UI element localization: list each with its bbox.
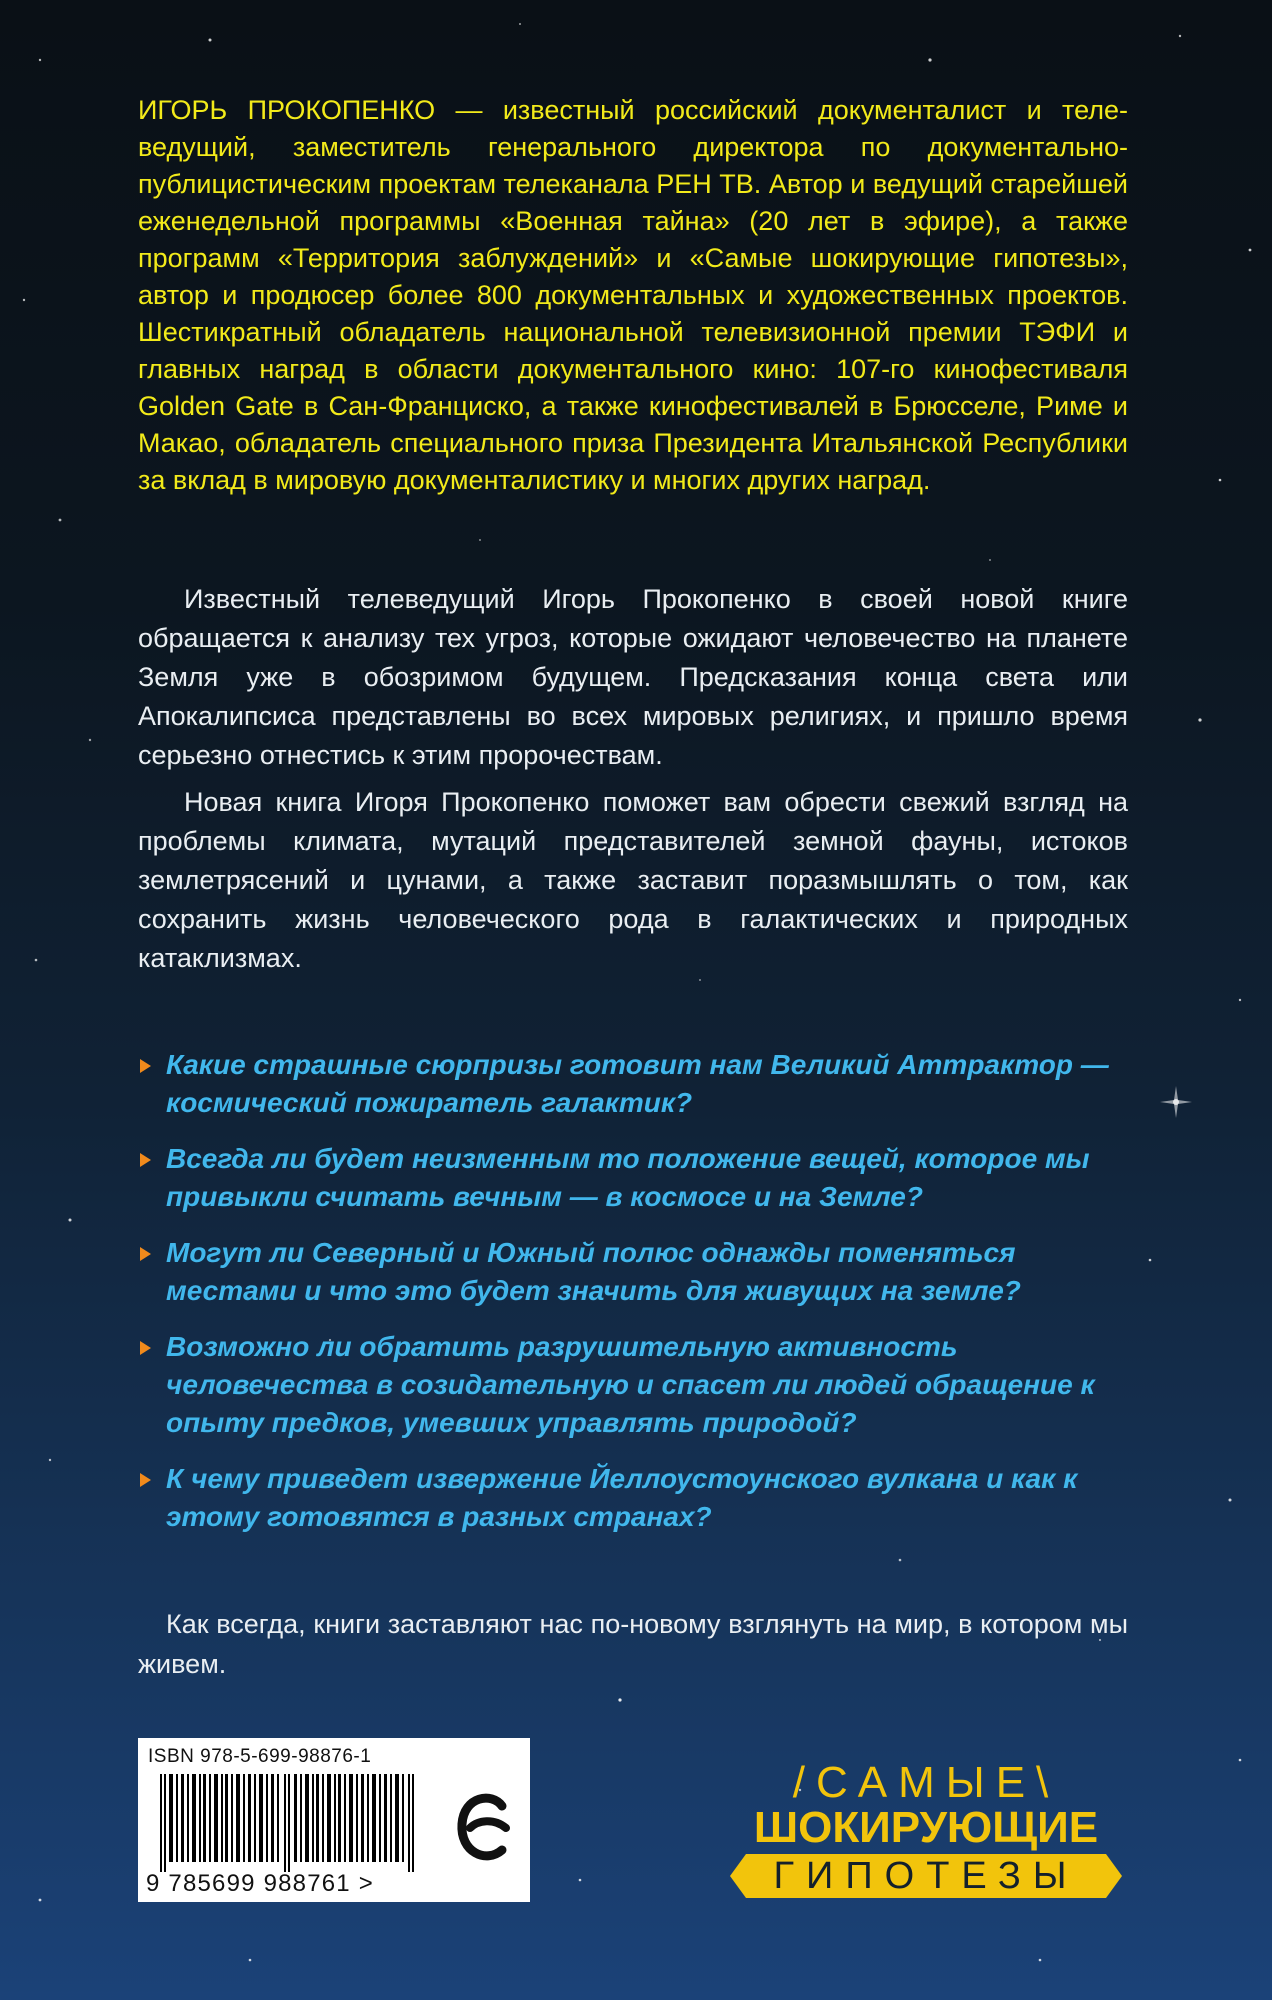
description-paragraph-2: Новая книга Игоря Прокопенко поможет вам обрести свежий взгляд на проблемы климата, мутаций представителей земной фауны, истоков землетрясений и цунами, а также заставит поразмышлять о том, как сохранить жизнь человеческого рода в галактических и природных катаклизмах. — [138, 787, 1128, 973]
publisher-logo-icon — [450, 1780, 520, 1880]
question-item — [138, 1140, 1118, 1216]
triangle-bullet-icon — [140, 1247, 151, 1261]
question-item — [138, 1234, 1118, 1310]
triangle-bullet-icon — [140, 1341, 151, 1355]
triangle-bullet-icon — [140, 1473, 151, 1487]
question-text: К чему приведет извержение Йеллоустоунского вулкана и как к этому готовятся в разных странах? — [166, 1463, 1078, 1532]
barcode-icon — [146, 1774, 446, 1872]
closing-paragraph: Как всегда, книги заставляют нас по-новому взглянуть на мир, в котором мы живем. — [138, 1609, 1128, 1679]
question-item — [138, 1046, 1118, 1122]
question-item — [138, 1328, 1118, 1442]
isbn-label: ISBN 978-5-699-98876-1 — [148, 1746, 372, 1767]
question-text: Могут ли Северный и Южный полюс однажды поменяться местами и что это будет значить для живущих на земле? — [166, 1237, 1021, 1306]
question-list — [138, 1046, 1118, 1554]
author-bio-text: — известный российский документалист и телеведущий, заместитель генерального директора по документально-публицистическим проектам телеканала РЕН ТВ. Автор и ведущий старейшей еженедельной программы «Военная тайна» (20 лет в эфире), а также программ «Территория заблуждений» и «Самые шокирующие гипотезы», автор и продюсер более 800 документальных и художественных проектов. Шестикратный обладатель национальной телевизионной премии ТЭФИ и главных наград в области документального кино: 107-го кинофестиваля Golden Gate в Сан-Франциско, а также кинофестивалей в Брюсселе, Риме и Макао, обладатель специального приза Президента Итальянской Республики за вклад в мировую документалистику и многих других наград. — [138, 95, 1128, 495]
question-text: Какие страшные сюрпризы готовит нам Великий Аттрактор — космический пожиратель галактик? — [166, 1049, 1109, 1118]
barcode-digits: 9 785699 988761 > — [146, 1870, 374, 1897]
book-description — [138, 580, 1128, 986]
series-logo-bottom: ГИПОТЕЗЫ — [773, 1855, 1079, 1897]
author-bio — [138, 92, 1128, 499]
series-logo-middle: ШОКИРУЮЩИЕ — [753, 1803, 1099, 1852]
barcode-block — [138, 1738, 530, 1902]
question-text: Возможно ли обратить разрушительную активность человечества в созидательную и спасет ли людей обращение к опыту предков, умевших управлять природой? — [166, 1331, 1095, 1438]
author-name: ИГОРЬ ПРОКОПЕНКО — [138, 95, 436, 125]
series-logo-top: /САМЫЕ\ — [792, 1758, 1060, 1807]
description-paragraph-1: Известный телеведущий Игорь Прокопенко в своей новой книге обращается к анализу тех угроз, которые ожидают человечество на планете Земля уже в обозримом будущем. Предсказания конца света или Апокалипсиса представлены во всех мировых религиях, и пришло время серьезно отнестись к этим пророчествам. — [138, 584, 1128, 770]
question-text: Всегда ли будет неизменным то положение вещей, которое мы привыкли считать вечным — в космосе и на Земле? — [166, 1143, 1090, 1212]
series-logo — [726, 1760, 1126, 1900]
question-item — [138, 1460, 1118, 1536]
triangle-bullet-icon — [140, 1153, 151, 1167]
triangle-bullet-icon — [140, 1059, 151, 1073]
